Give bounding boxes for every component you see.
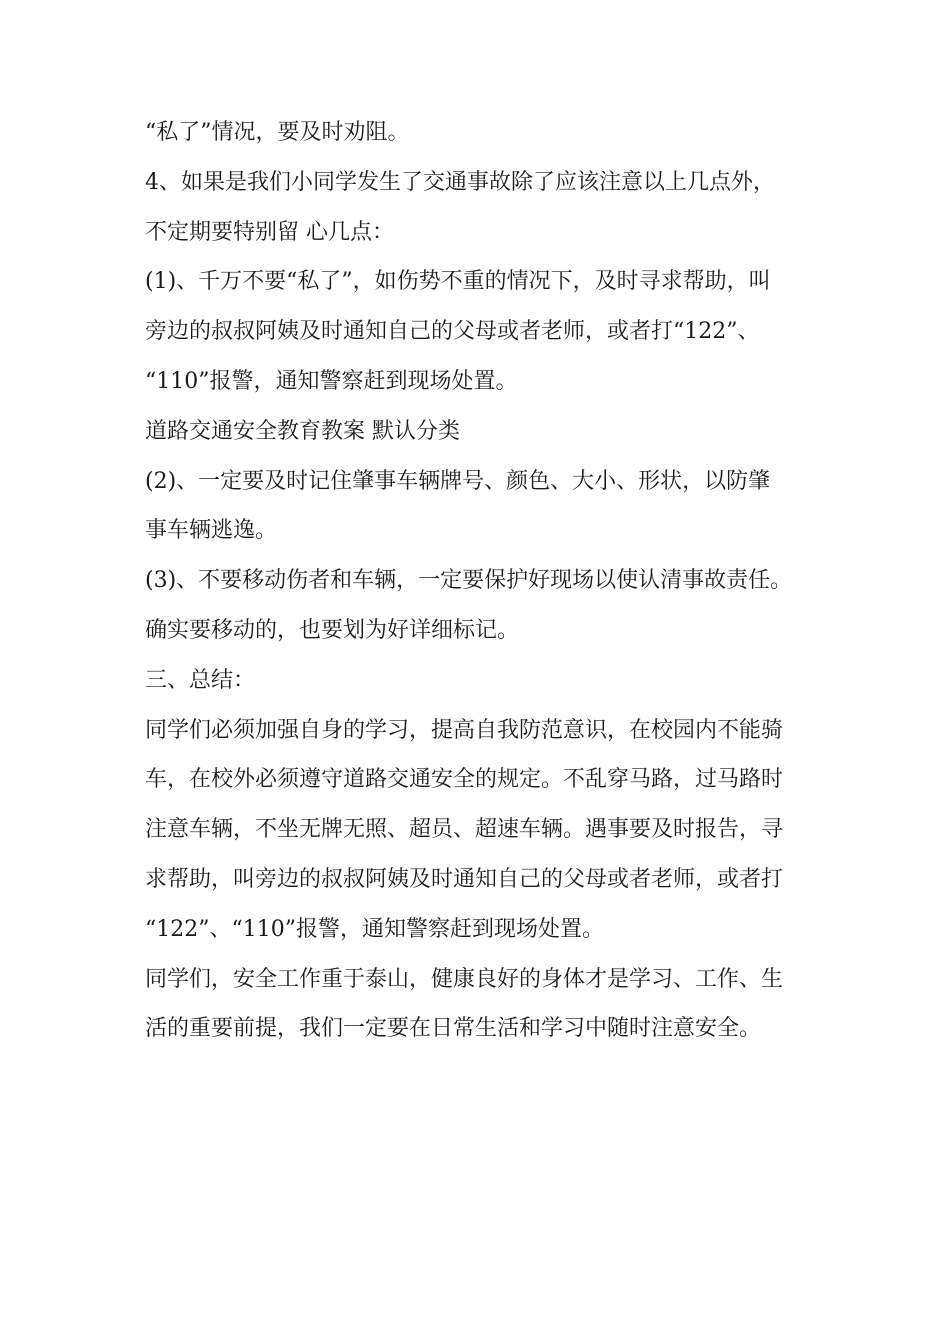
section-heading: 道路交通安全教育教案 默认分类 xyxy=(145,418,460,444)
text-line: 活的重要前提，我们一定要在日常生活和学习中随时注意安全。 xyxy=(145,1016,762,1042)
text-line: 同学们，安全工作重于泰山，健康良好的身体才是学习、工作、生 xyxy=(145,966,784,992)
text-line: 4、如果是我们小同学发生了交通事故除了应该注意以上几点外， xyxy=(145,169,775,195)
text-line: 事车辆逃逸。 xyxy=(145,518,278,544)
text-line: “122”、“110”报警，通知警察赶到现场处置。 xyxy=(145,916,604,942)
text-line: 不定期要特别留 心几点： xyxy=(145,219,394,245)
text-line: 确实要移动的，也要划为好详细标记。 xyxy=(145,617,520,643)
text-line: “私了”情况，要及时劝阻。 xyxy=(145,120,410,145)
text-line: 旁边的叔叔阿姨及时通知自己的父母或者老师，或者打“122”、 xyxy=(145,319,760,345)
text-line: “110”报警，通知警察赶到现场处置。 xyxy=(145,368,518,394)
text-line: 注意车辆，不坐无牌无照、超员、超速车辆。遇事要及时报告，寻 xyxy=(145,817,784,843)
text-line: (3)、不要移动伤者和车辆，一定要保护好现场以使认清事故责任。 xyxy=(145,568,793,594)
text-line: 求帮助，叫旁边的叔叔阿姨及时通知自己的父母或者老师，或者打 xyxy=(145,866,784,892)
section-heading: 三、总结： xyxy=(145,667,256,693)
text-line: (1)、千万不要“私了”，如伤势不重的情况下，及时寻求帮助，叫 xyxy=(145,269,771,295)
document-body xyxy=(145,108,795,1054)
text-line: 同学们必须加强自身的学习，提高自我防范意识，在校园内不能骑 xyxy=(145,717,784,743)
text-line: 车，在校外必须遵守道路交通安全的规定。不乱穿马路，过马路时 xyxy=(145,767,784,793)
text-line: (2)、一定要及时记住肇事车辆牌号、颜色、大小、形状，以防肇 xyxy=(145,468,771,494)
